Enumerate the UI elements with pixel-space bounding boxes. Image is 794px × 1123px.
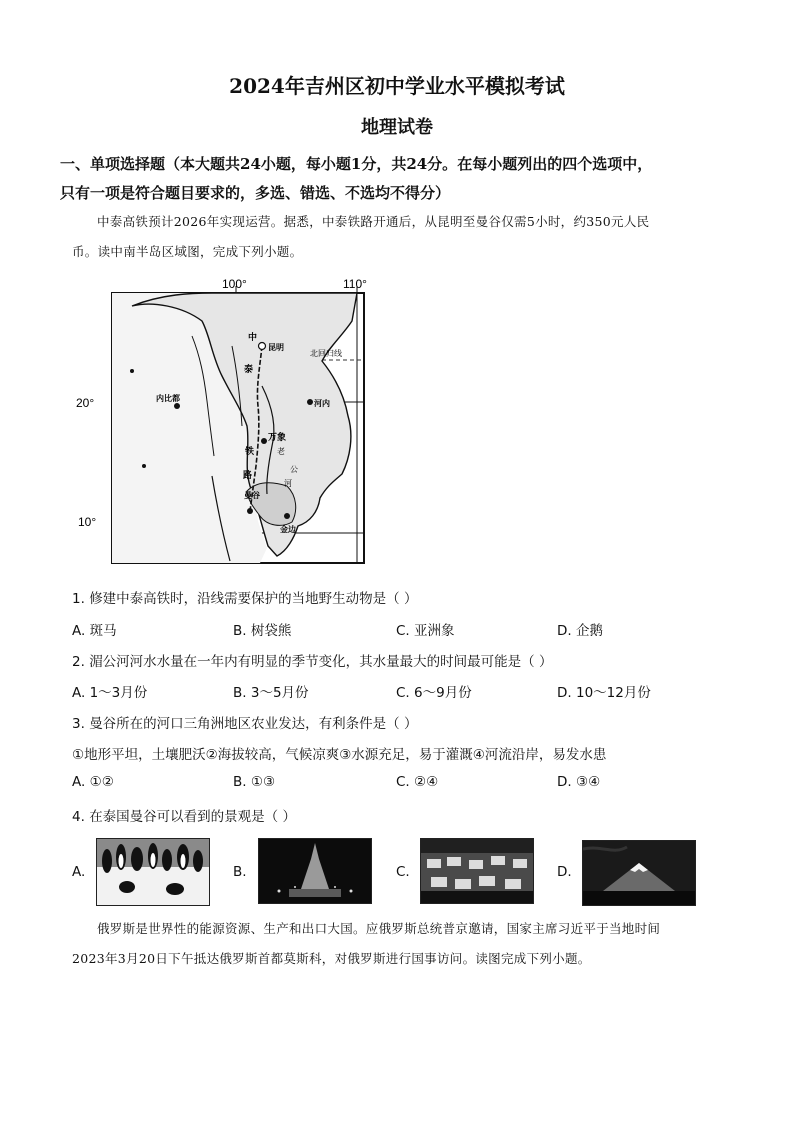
lon-label-110: 110° — [343, 277, 367, 291]
bangkok-dot — [247, 508, 253, 514]
question-4-stem: 在泰国曼谷可以看到的景观是（ ） — [89, 809, 296, 825]
question-1-number: 1. — [72, 591, 85, 607]
exam-subtitle: 地理试卷 — [361, 117, 433, 138]
passage-2-line2: 2023年3月20日下午抵达俄罗斯首都莫斯科，对俄罗斯进行国事访问。读图完成下列小题。 — [72, 951, 591, 966]
passage-1 — [72, 207, 732, 267]
indochina-map — [72, 276, 372, 568]
question-1 — [72, 587, 417, 607]
exam-title: 2024年吉州区初中学业水平模拟考试 — [229, 74, 565, 98]
label-naypyidaw: 内比都 — [156, 394, 180, 403]
sea-dot — [142, 464, 146, 468]
question-2-stem: 湄公河河水水量在一年内有明显的季节变化，其水量最大的时间最可能是（ ） — [89, 654, 553, 670]
q4-option-c[interactable]: C. — [396, 864, 410, 880]
q1-option-b[interactable]: B. 树袋熊 — [233, 623, 292, 639]
label-kunming: 昆明 — [268, 343, 284, 352]
q2-option-a[interactable]: A. 1～3月份 — [72, 685, 148, 701]
vientiane-dot — [261, 438, 267, 444]
label-phnompenh: 金边 — [280, 525, 296, 534]
question-3-stem: 曼谷所在的河口三角洲地区农业发达，有利条件是（ ） — [89, 716, 418, 732]
passage-2-line1: 俄罗斯是世界性的能源资源、生产和出口大国。应俄罗斯总统普京邀请，国家主席习近平于当地时间 — [97, 921, 661, 936]
q3-option-b[interactable]: B. ①③ — [233, 774, 276, 790]
question-4 — [72, 805, 296, 825]
q4-option-b[interactable]: B. — [233, 864, 247, 880]
q3-option-c[interactable]: C. ②④ — [396, 774, 439, 790]
q1-option-c[interactable]: C. 亚洲象 — [396, 623, 455, 639]
kunming-dot — [259, 343, 266, 350]
q2-option-b[interactable]: B. 3～5月份 — [233, 685, 309, 701]
label-hanoi: 河内 — [314, 399, 330, 408]
q4-option-a[interactable]: A. — [72, 864, 86, 880]
q3-option-d[interactable]: D. ③④ — [557, 774, 601, 790]
q1-option-a[interactable]: A. 斑马 — [72, 623, 117, 639]
lon-label-100: 100° — [222, 277, 247, 291]
label-tie: 铁 — [245, 447, 255, 457]
lat-label-20: 20° — [76, 396, 95, 410]
phnompenh-dot — [284, 513, 290, 519]
section-instruction-line1: 一、单项选择题（本大题共24小题，每小题1分，共24分。在每小题列出的四个选项中， — [60, 155, 653, 173]
label-tai: 泰 — [244, 365, 254, 375]
label-lu: 路 — [243, 471, 253, 481]
question-3 — [72, 712, 417, 732]
label-zhong: 中 — [248, 333, 258, 343]
label-lao: 老 — [277, 447, 285, 456]
passage-2 — [72, 914, 732, 974]
q2-option-c[interactable]: C. 6～9月份 — [396, 685, 472, 701]
label-he: 河 — [284, 479, 292, 488]
snow-mountain-photo-icon[interactable] — [582, 840, 696, 906]
q3-option-a[interactable]: A. ①② — [72, 774, 114, 790]
question-2-number: 2. — [72, 654, 85, 670]
island-dot — [130, 369, 134, 373]
q4-option-d[interactable]: D. — [557, 864, 572, 880]
passage-1-line1: 中泰高铁预计2026年实现运营。据悉，中泰铁路开通后，从昆明至曼谷仅需5小时，约350元人民 — [97, 214, 650, 229]
section-instruction-line2: 只有一项是符合题目要求的，多选、错选、不选均不得分） — [60, 184, 451, 202]
passage-1-line2: 币。读中南半岛区域图，完成下列小题。 — [72, 244, 303, 259]
question-1-stem: 修建中泰高铁时，沿线需要保护的当地野生动物是（ ） — [89, 591, 418, 607]
lat-label-10: 10° — [78, 515, 97, 529]
naypyidaw-dot — [174, 403, 180, 409]
question-4-number: 4. — [72, 809, 85, 825]
q2-option-d[interactable]: D. 10～12月份 — [557, 685, 651, 701]
question-2 — [72, 650, 552, 670]
pagoda-night-photo-icon[interactable] — [258, 838, 372, 904]
tropic-label: 北回归线 — [310, 349, 342, 358]
label-gong: 公 — [290, 465, 298, 474]
question-3-statements: ①地形平坦，土壤肥沃②海拔较高，气候凉爽③水源充足，易于灌溉④河流沿岸，易发水患 — [72, 747, 607, 763]
section-instruction — [60, 150, 750, 208]
q1-option-d[interactable]: D. 企鹅 — [557, 623, 603, 639]
question-3-number: 3. — [72, 716, 85, 732]
traffic-street-photo-icon[interactable] — [420, 838, 534, 904]
penguins-photo-icon[interactable] — [96, 838, 210, 906]
label-vientiane: 万象 — [268, 433, 287, 443]
label-bangkok: 曼谷 — [244, 491, 260, 500]
hanoi-dot — [307, 399, 313, 405]
